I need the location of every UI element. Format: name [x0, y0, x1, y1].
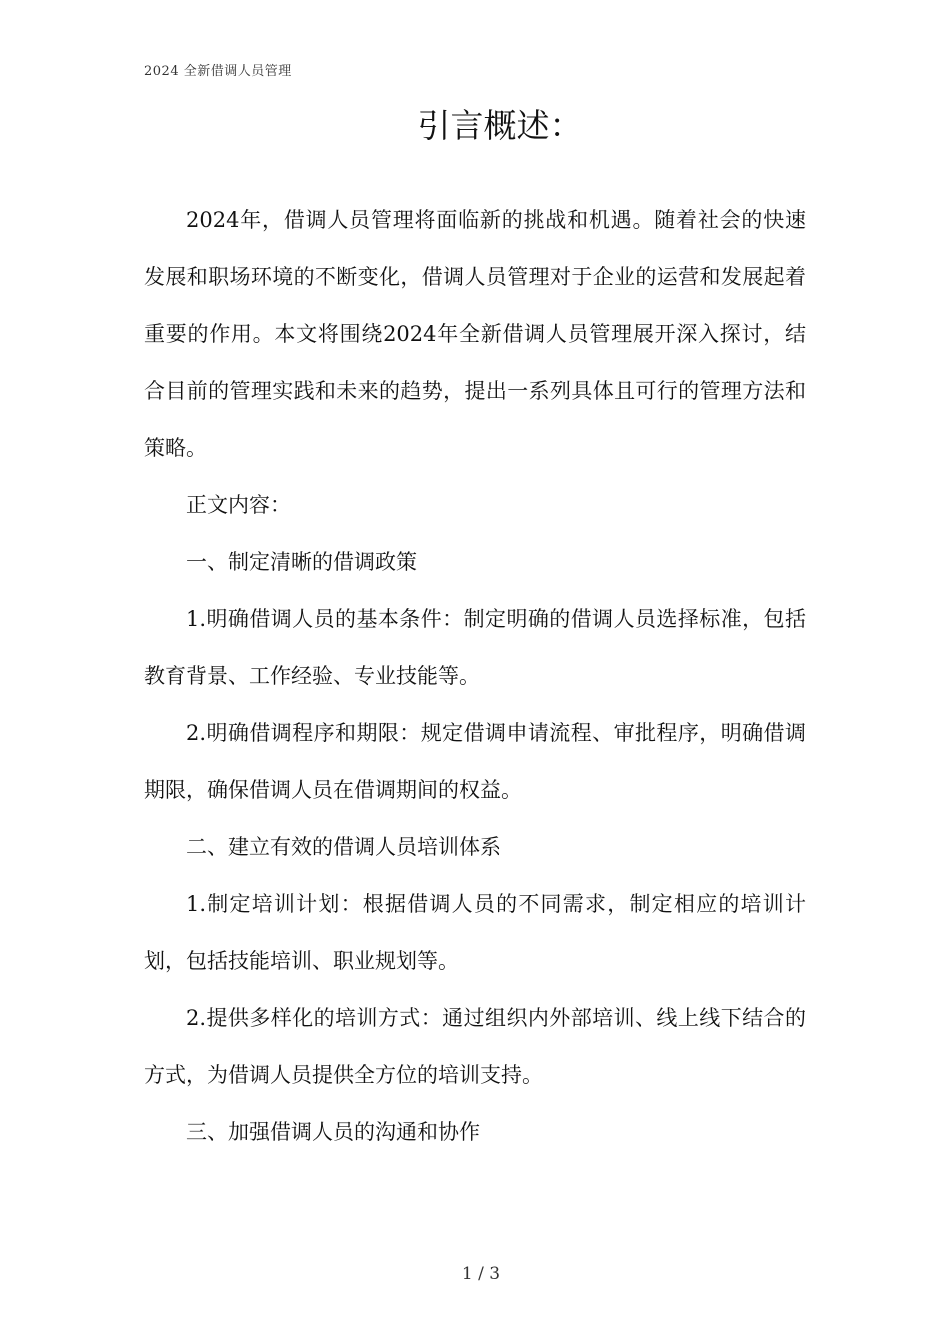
list-item: 2.明确借调程序和期限：规定借调申请流程、审批程序，明确借调期限，确保借调人员在借调期间的权益。 [144, 721, 806, 802]
list-item: 1.明确借调人员的基本条件：制定明确的借调人员选择标准，包括教育背景、工作经验、专业技能等。 [144, 607, 806, 688]
list-item: 2.提供多样化的培训方式：通过组织内外部培训、线上线下结合的方式，为借调人员提供全方位的培训支持。 [144, 1006, 806, 1087]
list-item: 1.制定培训计划：根据借调人员的不同需求，制定相应的培训计划，包括技能培训、职业规划等。 [144, 892, 806, 973]
section-label: 正文内容： [186, 493, 291, 517]
section-heading: 二、建立有效的借调人员培训体系 [186, 835, 501, 859]
page-number: 1 / 3 [461, 1264, 501, 1284]
intro-paragraph: 2024年，借调人员管理将面临新的挑战和机遇。随着社会的快速发展和职场环境的不断变化，借调人员管理对于企业的运营和发展起着重要的作用。本文将围绕2024年全新借调人员管理展开深入探讨，结合目前的管理实践和未来的趋势，提出一系列具体且可行的管理方法和策略。 [144, 208, 806, 460]
running-header: 2024 全新借调人员管理 [144, 64, 292, 79]
document-body [144, 192, 806, 1161]
document-title: 引言概述： [417, 106, 583, 145]
section-heading: 三、加强借调人员的沟通和协作 [186, 1120, 480, 1144]
section-heading: 一、制定清晰的借调政策 [186, 550, 417, 574]
